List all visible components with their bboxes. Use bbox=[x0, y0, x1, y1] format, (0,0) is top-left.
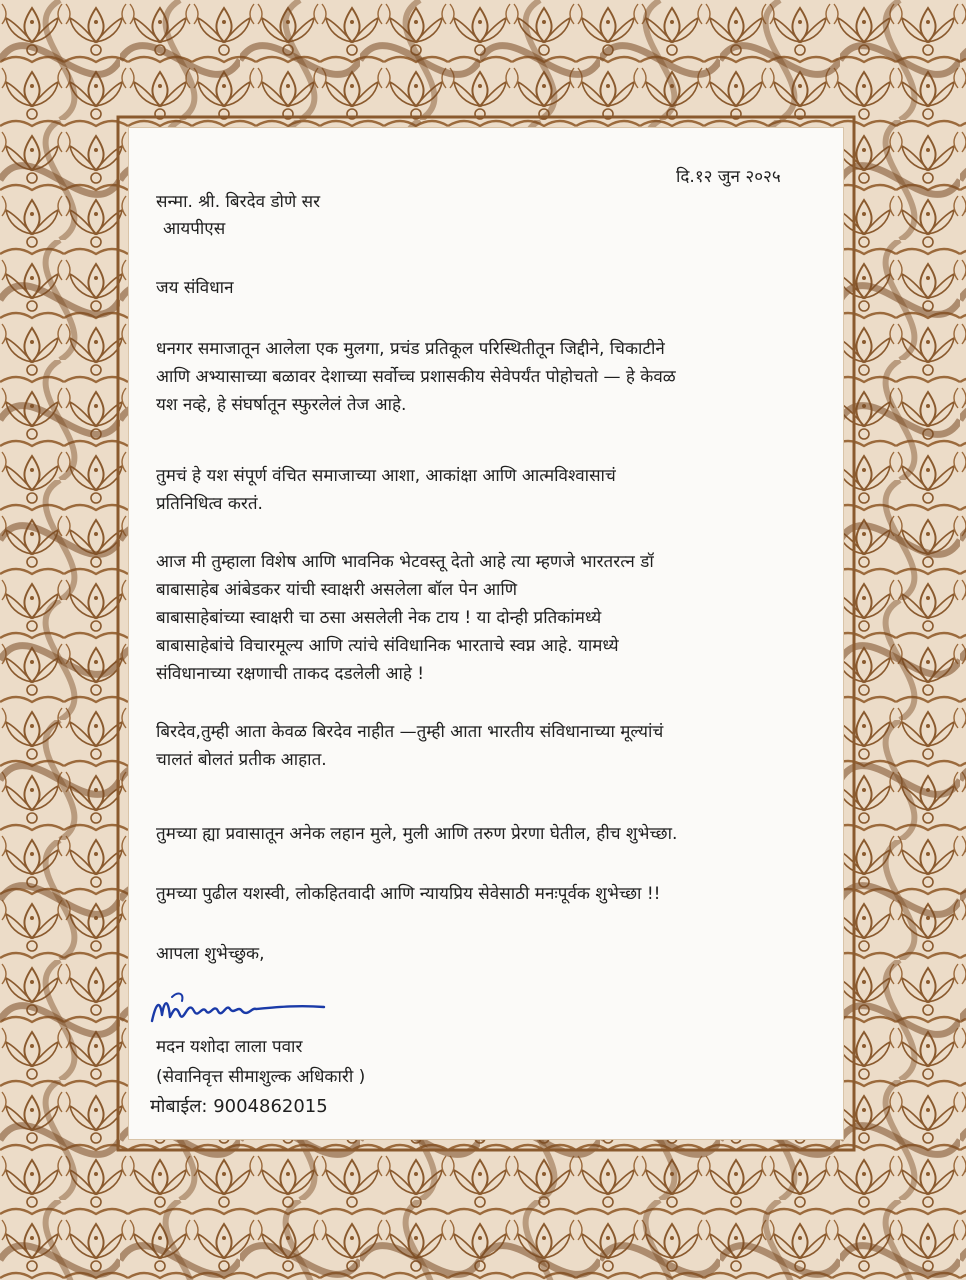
handwritten-signature bbox=[148, 985, 328, 1030]
paragraph-2-line: प्रतिनिधित्व करतं. bbox=[156, 494, 263, 514]
paragraph-6-line: तुमच्या पुढील यशस्वी, लोकहितवादी आणि न्यायप्रिय सेवेसाठी मनःपूर्वक शुभेच्छा !! bbox=[156, 884, 661, 904]
paragraph-3-line: बाबासाहेबांच्या स्वाक्षरी चा ठसा असलेली नेक टाय ! या दोन्ही प्रतिकांमध्ये bbox=[156, 608, 602, 628]
paragraph-1-line: यश नव्हे, हे संघर्षातून स्फुरलेलं तेज आहे. bbox=[156, 395, 407, 415]
paragraph-4-line: चालतं बोलतं प्रतीक आहात. bbox=[156, 750, 327, 770]
closing-line: आपला शुभेच्छुक, bbox=[156, 944, 265, 964]
recipient-designation: आयपीएस bbox=[163, 219, 226, 239]
sender-role: (सेवानिवृत्त सीमाशुल्क अधिकारी ) bbox=[156, 1067, 366, 1087]
sender-mobile: मोबाईल: 9004862015 bbox=[150, 1096, 328, 1117]
sender-name: मदन यशोदा लाला पवार bbox=[156, 1037, 303, 1057]
greeting: जय संविधान bbox=[156, 278, 234, 298]
paragraph-3-line: आज मी तुम्हाला विशेष आणि भावनिक भेटवस्तू देतो आहे त्या म्हणजे भारतरत्न डॉ bbox=[156, 552, 654, 572]
paragraph-3-line: संविधानाच्या रक्षणाची ताकद दडलेली आहे ! bbox=[156, 664, 425, 684]
paragraph-4 bbox=[156, 718, 826, 774]
paragraph-5 bbox=[156, 820, 826, 848]
paragraph-3-line: बाबासाहेबांचे विचारमूल्य आणि त्यांचे संविधानिक भारताचे स्वप्न आहे. यामध्ये bbox=[156, 636, 619, 656]
paragraph-3 bbox=[156, 548, 826, 688]
paragraph-5-line: तुमच्या ह्या प्रवासातून अनेक लहान मुले, मुली आणि तरुण प्रेरणा घेतील, हीच शुभेच्छा. bbox=[156, 824, 678, 844]
paragraph-1 bbox=[156, 335, 826, 419]
paragraph-4-line: बिरदेव,तुम्ही आता केवळ बिरदेव नाहीत —तुम्ही आता भारतीय संविधानाच्या मूल्यांचं bbox=[156, 722, 664, 742]
recipient-salutation: सन्मा. श्री. बिरदेव डोणे सर bbox=[156, 192, 321, 212]
paragraph-3-line: बाबासाहेब आंबेडकर यांची स्वाक्षरी असलेला बॉल पेन आणि bbox=[156, 580, 518, 600]
paragraph-1-line: धनगर समाजातून आलेला एक मुलगा, प्रचंड प्रतिकूल परिस्थितीतून जिद्दीने, चिकाटीने bbox=[156, 339, 665, 359]
paragraph-2-line: तुमचं हे यश संपूर्ण वंचित समाजाच्या आशा, आकांक्षा आणि आत्मविश्वासाचं bbox=[156, 466, 616, 486]
letter-date: दि.१२ जुन २०२५ bbox=[676, 167, 781, 187]
paragraph-2 bbox=[156, 462, 826, 518]
paragraph-1-line: आणि अभ्यासाच्या बळावर देशाच्या सर्वोच्च प्रशासकीय सेवेपर्यंत पोहोचतो — हे केवळ bbox=[156, 367, 676, 387]
paragraph-6 bbox=[156, 880, 826, 908]
